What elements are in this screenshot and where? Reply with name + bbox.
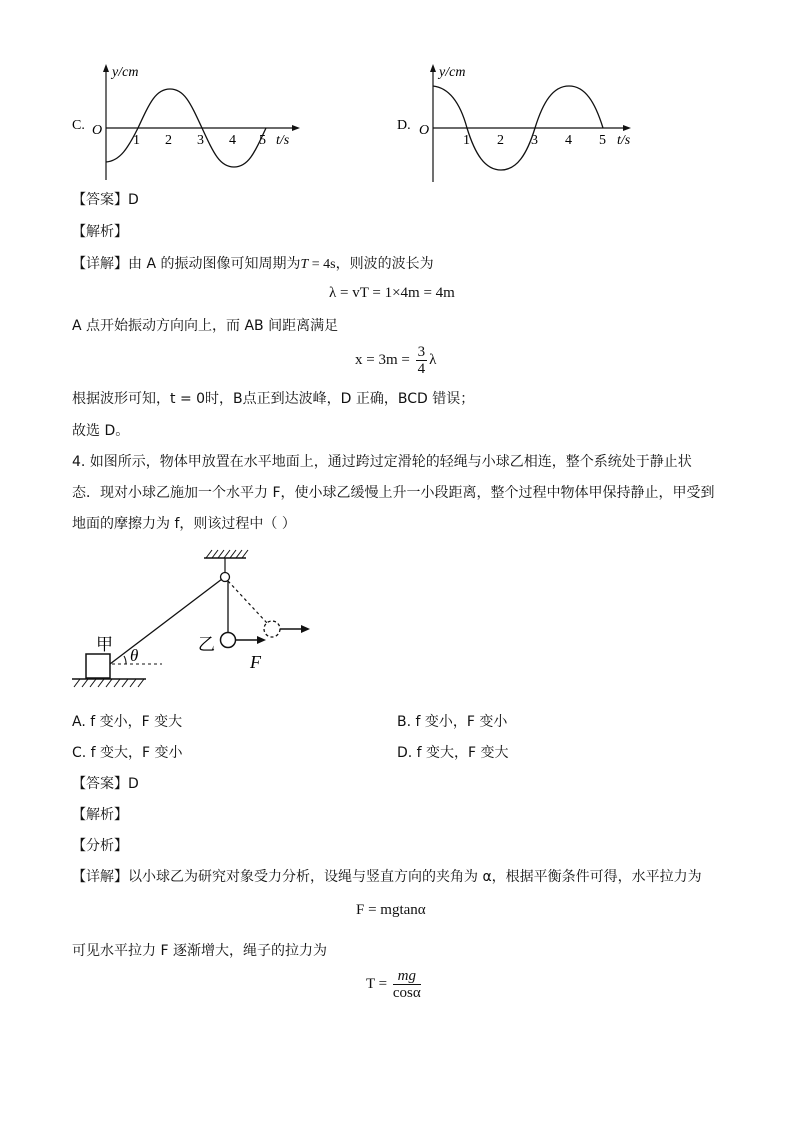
q3-line1-eq: = 4s <box>308 257 336 272</box>
force-arrow-head <box>257 636 266 644</box>
label-jia: 甲 <box>96 635 113 654</box>
rope-dashed <box>228 581 267 623</box>
q4-option-a: A. f 变小，F 变大 <box>72 714 183 730</box>
q3-answer-line <box>72 190 139 210</box>
q3-line1-T: T <box>300 257 309 272</box>
q4-stem-line2: 态．现对小球乙施加一个水平力 F，使小球乙缓慢上升一小段距离，整个过程中物体甲保持静止，甲受到 <box>72 485 715 501</box>
graph-d-y-label: y/cm <box>439 65 466 80</box>
q4-detail-line2: 可见水平拉力 F 逐渐增大，绳子的拉力为 <box>72 943 327 959</box>
ball-yi-dashed <box>264 621 280 637</box>
graph-c-x-label: t/s <box>276 133 290 148</box>
block-jia <box>86 654 110 678</box>
graph-d-tick-1: 1 <box>463 133 470 148</box>
q3-formula2-left: x = 3m = <box>355 351 414 368</box>
q3-formula2-den: 4 <box>417 361 426 377</box>
q3-formula2-fraction <box>416 344 428 377</box>
q3-formula2 <box>355 344 436 377</box>
q4-detail-tag: 【详解】 <box>72 869 128 885</box>
q3-line3: 根据波形可知，t = 0时，B点正到达波峰，D 正确，BCD 错误； <box>72 391 475 407</box>
q3-line1-tail: ，则波的波长为 <box>335 256 434 272</box>
label-yi: 乙 <box>198 635 215 654</box>
graph-d-tick-5: 5 <box>599 133 606 148</box>
pulley <box>221 573 230 582</box>
q3-line1-text: 由 A 的振动图像可知周期为 <box>128 256 301 272</box>
graph-d-option-label: D. <box>397 118 411 133</box>
ball-yi <box>221 633 236 648</box>
q4-detail-line1 <box>72 867 702 887</box>
graph-d <box>395 62 645 187</box>
q3-detail-tag: 【详解】 <box>72 256 128 272</box>
graph-c-origin: O <box>92 123 103 138</box>
graph-c <box>70 62 310 187</box>
ground-hatch <box>74 679 144 687</box>
q4-figure <box>70 544 320 690</box>
q3-formula1: λ = vT = 1×4m = 4m <box>329 285 455 301</box>
q3-line4: 故选 D。 <box>72 423 130 439</box>
q4-stem-line1: 4. 如图所示，物体甲放置在水平地面上，通过跨过定滑轮的轻绳与小球乙相连，整个系统处于静止状 <box>72 454 692 470</box>
graph-c-tick-4: 4 <box>229 133 236 148</box>
q4-formula2-left: T = <box>366 975 391 992</box>
q4-answer: D <box>128 776 139 792</box>
q4-formula2 <box>366 968 423 1001</box>
q4-stem-line3: 地面的摩擦力为 f，则该过程中（ ） <box>72 516 296 532</box>
graph-c-tick-1: 1 <box>133 133 140 148</box>
q3-detail-line1 <box>72 254 434 275</box>
graph-d-y-arrow <box>430 64 436 72</box>
ceiling-hatch <box>206 550 248 558</box>
q4-analysis-tag: 【解析】 <box>72 807 128 823</box>
q4-option-c: C. f 变大，F 变小 <box>72 745 183 761</box>
graph-d-tick-3: 3 <box>531 133 538 148</box>
graph-c-option-label: C. <box>72 118 85 133</box>
q4-answer-tag: 【答案】 <box>72 776 128 792</box>
q3-answer-tag: 【答案】 <box>72 192 128 208</box>
graph-c-tick-3: 3 <box>197 133 204 148</box>
label-F: F <box>250 652 261 672</box>
graph-c-y-label: y/cm <box>112 65 139 80</box>
graph-d-x-arrow <box>623 125 631 131</box>
graph-c-y-arrow <box>103 64 109 72</box>
q4-detail-line1-text: 以小球乙为研究对象受力分析，设绳与竖直方向的夹角为 α，根据平衡条件可得，水平拉力为 <box>128 869 702 885</box>
arrow-dashed-head <box>301 625 310 633</box>
q3-answer: D <box>128 192 139 208</box>
q4-option-d: D. f 变大，F 变大 <box>397 745 509 761</box>
graph-d-origin: O <box>419 123 430 138</box>
q4-formula1: F = mgtanα <box>356 902 426 918</box>
q3-formula2-right: λ <box>429 351 437 368</box>
q3-formula2-num: 3 <box>417 344 426 360</box>
q4-formula2-den: cosα <box>392 985 421 1001</box>
q3-analysis-tag: 【解析】 <box>72 224 128 240</box>
graph-c-tick-2: 2 <box>165 133 172 148</box>
label-theta: θ <box>130 646 139 665</box>
graph-d-x-label: t/s <box>617 133 631 148</box>
q4-option-b: B. f 变小，F 变小 <box>397 714 508 730</box>
q3-line2: A 点开始振动方向向上，而 AB 间距离满足 <box>72 318 339 334</box>
q4-formula2-num: mg <box>393 968 421 985</box>
angle-arc <box>124 656 126 664</box>
graph-d-tick-2: 2 <box>497 133 504 148</box>
q4-fenxi-tag: 【分析】 <box>72 838 128 854</box>
graph-d-tick-4: 4 <box>565 133 572 148</box>
q4-answer-line <box>72 774 139 794</box>
graph-c-tick-5: 5 <box>259 133 266 148</box>
q4-formula2-fraction <box>393 968 421 1001</box>
graph-c-x-arrow <box>292 125 300 131</box>
